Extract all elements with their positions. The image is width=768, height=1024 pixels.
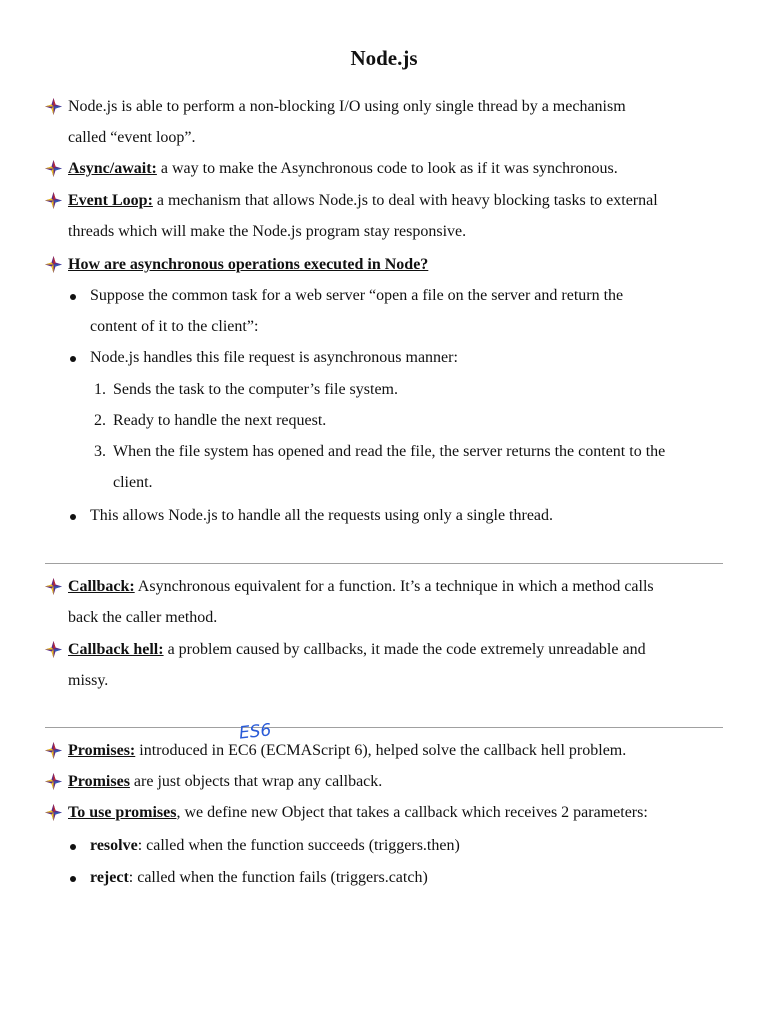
async-await-item xyxy=(68,158,618,180)
step-text: Ready to handle the next request. xyxy=(113,412,327,429)
star-bullet-icon xyxy=(45,578,62,595)
question-heading: How are asynchronous operations executed in Node? xyxy=(68,256,429,273)
callback-hell-text: a problem caused by callbacks, it made the code extremely unreadable and xyxy=(163,641,646,658)
callback-hell-label: Callback hell: xyxy=(68,641,164,658)
star-bullet-icon xyxy=(45,773,62,790)
callback-hell-item xyxy=(68,639,646,661)
step-text: When the file system has opened and read the file, the server returns the content to the xyxy=(113,443,666,460)
step-number: 1. xyxy=(94,381,106,398)
callback-text: Asynchronous equivalent for a function. It’s a technique in which a method calls xyxy=(134,578,654,595)
star-bullet-icon xyxy=(45,742,62,759)
reject-text: : called when the function fails (triggers.catch) xyxy=(128,869,428,886)
use-promises-label: To use promises xyxy=(68,804,177,821)
step-text-continued: client. xyxy=(113,474,153,491)
star-bullet-icon xyxy=(45,192,62,209)
disc-bullet-icon xyxy=(70,294,76,300)
async-await-text: a way to make the Asynchronous code to look as if it was synchronous. xyxy=(156,160,618,177)
promises-label: Promises: xyxy=(68,742,136,759)
resolve-item xyxy=(90,835,460,857)
star-bullet-icon xyxy=(45,641,62,658)
step-number: 2. xyxy=(94,412,106,429)
star-bullet-icon xyxy=(45,804,62,821)
event-loop-label: Event Loop: xyxy=(68,192,153,209)
resolve-text: : called when the function succeeds (triggers.then) xyxy=(137,837,460,854)
star-bullet-icon xyxy=(45,98,62,115)
async-await-label: Async/await: xyxy=(68,160,157,177)
promises-wrap-item xyxy=(68,771,382,793)
event-loop-item xyxy=(68,190,658,212)
event-loop-text-2: threads which will make the Node.js program stay responsive. xyxy=(68,223,467,240)
callback-text-2: back the caller method. xyxy=(68,609,218,626)
star-bullet-icon xyxy=(45,160,62,177)
sub-item-3: This allows Node.js to handle all the requests using only a single thread. xyxy=(90,507,554,524)
resolve-label: resolve xyxy=(90,837,138,854)
promises-text: introduced in EC6 (ECMAScript 6), helped solve the callback hell problem. xyxy=(135,742,627,759)
disc-bullet-icon xyxy=(70,356,76,362)
promises-wrap-text: are just objects that wrap any callback. xyxy=(129,773,383,790)
use-promises-text: , we define new Object that takes a callback which receives 2 parameters: xyxy=(176,804,648,821)
document-title: Node.js xyxy=(350,46,418,70)
step-text: Sends the task to the computer’s file system. xyxy=(113,381,398,398)
section-divider xyxy=(45,727,723,728)
sub-item-1-line-2: content of it to the client”: xyxy=(90,318,259,335)
reject-label: reject xyxy=(90,869,129,886)
disc-bullet-icon xyxy=(70,876,76,882)
section-divider xyxy=(45,563,723,564)
promises-item xyxy=(68,740,626,762)
callback-label: Callback: xyxy=(68,578,135,595)
reject-item xyxy=(90,867,428,889)
use-promises-item xyxy=(68,802,648,824)
star-bullet-icon xyxy=(45,256,62,273)
handwritten-note: ES6 xyxy=(238,720,273,744)
disc-bullet-icon xyxy=(70,844,76,850)
sub-item-1-line-1: Suppose the common task for a web server “open a file on the server and return the xyxy=(90,287,624,304)
disc-bullet-icon xyxy=(70,514,76,520)
callback-item xyxy=(68,576,654,598)
promises-wrap-label: Promises xyxy=(68,773,130,790)
step-number: 3. xyxy=(94,443,106,460)
sub-item-2: Node.js handles this file request is asynchronous manner: xyxy=(90,349,458,366)
intro-line-1: Node.js is able to perform a non-blocking I/O using only single thread by a mechanism xyxy=(68,98,626,115)
intro-line-2: called “event loop”. xyxy=(68,129,196,146)
event-loop-text: a mechanism that allows Node.js to deal with heavy blocking tasks to external xyxy=(152,192,658,209)
callback-hell-text-2: missy. xyxy=(68,672,109,689)
